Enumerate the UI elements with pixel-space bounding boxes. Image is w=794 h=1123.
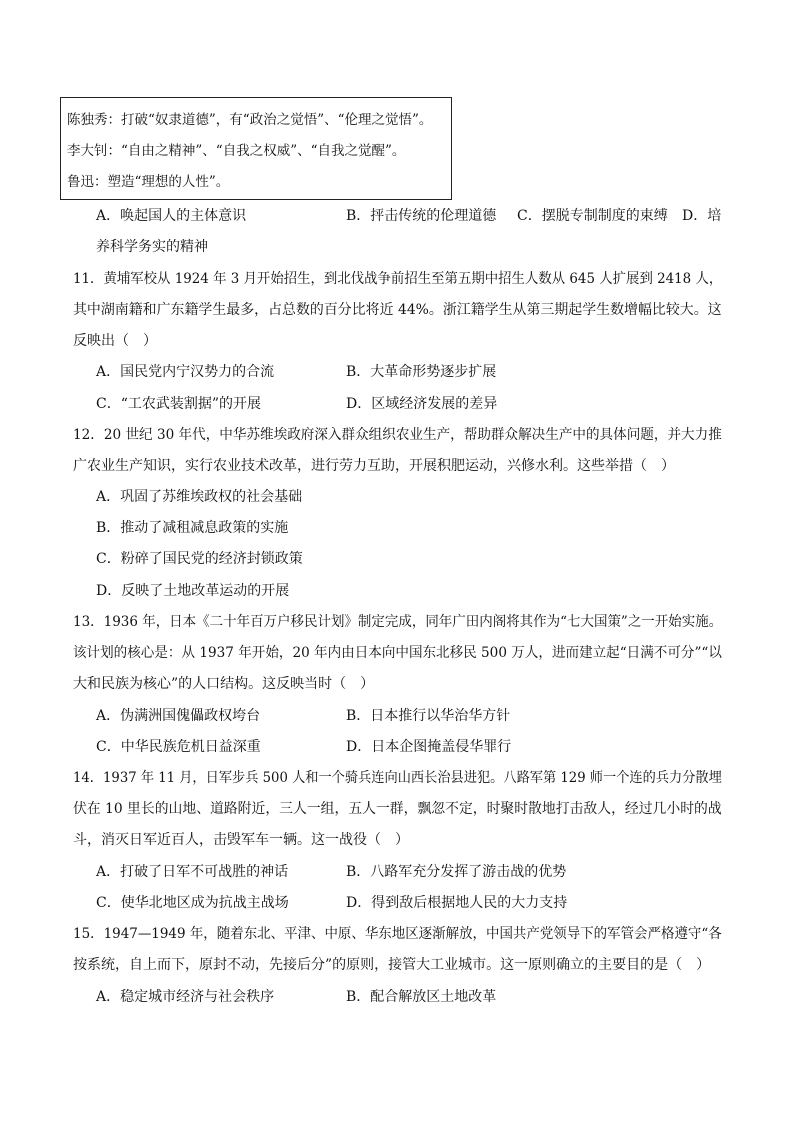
q12-option-b: B．推动了减租减息政策的实施 [96,520,289,536]
q13-option-b: B．日本推行以华治华方针 [346,708,511,724]
q10-option-c: C．摆脱专制制度的束缚 [517,208,668,224]
q14-option-a: A．打破了日军不可战胜的神话 [96,864,289,880]
q13-option-d: D．日本企图掩盖侵华罪行 [346,739,512,755]
quote-line-lu-xun: 鲁迅：塑造“理想的人性”。 [67,174,230,190]
q11-option-b: B．大革命形势逐步扩展 [346,364,497,380]
q10-option-d: D．培 [682,208,722,224]
q10-option-a: A．唤起国人的主体意识 [96,208,247,224]
q15-option-a: A．稳定城市经济与社会秩序 [96,989,275,1005]
q14-stem-line-1: 14．1937 年 11 月，日军步兵 500 人和一个骑兵连向山西长治县进犯。八路军第 129 师一个连的兵力分散埋 [73,770,722,786]
q13-stem-line-2: 该计划的核心是：从 1937 年开始，20 年内由日本向中国东北移民 500 万人，进而建立起“日满不可分”“以 [73,645,722,661]
q15-stem-line-1: 15．1947—1949 年，随着东北、平津、中原、华东地区逐渐解放，中国共产党领导下的军管会严格遵守“各 [73,926,722,942]
quote-line-li-dazhao: 李大钊：“自由之精神”、“自我之权威”、“自我之觉醒”。 [67,143,406,159]
q13-stem-line-3: 大和民族为核心”的人口结构。这反映当时（ ） [73,676,375,692]
quote-box [60,97,452,200]
q12-stem-line-1: 12．20 世纪 30 年代，中华苏维埃政府深入群众组织农业生产，帮助群众解决生产中的具体问题，并大力推 [73,427,722,443]
q12-stem-line-2: 广农业生产知识，实行农业技术改革，进行劳力互助，开展积肥运动，兴修水利。这些举措（ ） [73,458,675,474]
q13-option-a: A．伪满洲国傀儡政权垮台 [96,708,261,724]
q11-option-c: C．“工农武装割据”的开展 [96,396,262,412]
q15-stem-line-2: 按系统，自上而下，原封不动，先接后分”的原则，接管大工业城市。这一原则确立的主要目的是（ ） [73,957,711,973]
quote-line-chen-duxiu: 陈独秀：打破“奴隶道德”，有“政治之觉悟”、“伦理之觉悟”。 [67,112,433,128]
q14-option-d: D．得到敌后根据地人民的大力支持 [346,895,568,911]
q12-option-a: A．巩固了苏维埃政权的社会基础 [96,489,303,505]
q12-option-d: D．反映了土地改革运动的开展 [96,583,290,599]
q11-stem-line-2: 其中湖南籍和广东籍学生最多，占总数的百分比将近 44%。浙江籍学生从第三期起学生数增幅比较大。这 [73,302,722,318]
q12-option-c: C．粉碎了国民党的经济封锁政策 [96,551,303,567]
q14-option-c: C．使华北地区成为抗战主战场 [96,895,289,911]
q14-stem-line-3: 斗，消灭日军近百人，击毁军车一辆。这一战役（ ） [73,832,409,848]
q13-option-c: C．中华民族危机日益深重 [96,739,261,755]
q11-stem-line-1: 11．黄埔军校从 1924 年 3 月开始招生，到北伐战争前招生至第五期中招生人数从 645 人扩展到 2418 人， [73,271,723,287]
q10-option-d-continued: 养科学务实的精神 [96,239,208,255]
q14-stem-line-2: 伏在 10 里长的山地、道路附近，三人一组，五人一群，飘忽不定，时聚时散地打击敌人，经过几小时的战 [73,801,722,817]
q11-option-d: D．区域经济发展的差异 [346,396,498,412]
q14-option-b: B．八路军充分发挥了游击战的优势 [346,864,567,880]
q15-option-b: B．配合解放区土地改革 [346,989,497,1005]
q13-stem-line-1: 13．1936 年，日本《二十年百万户移民计划》制定完成，同年广田内阁将其作为“七大国策”之一开始实施。 [73,614,723,630]
q11-option-a: A．国民党内宁汉势力的合流 [96,364,275,380]
q11-stem-line-3: 反映出（ ） [73,333,157,349]
q10-option-b: B．抨击传统的伦理道德 [346,208,497,224]
